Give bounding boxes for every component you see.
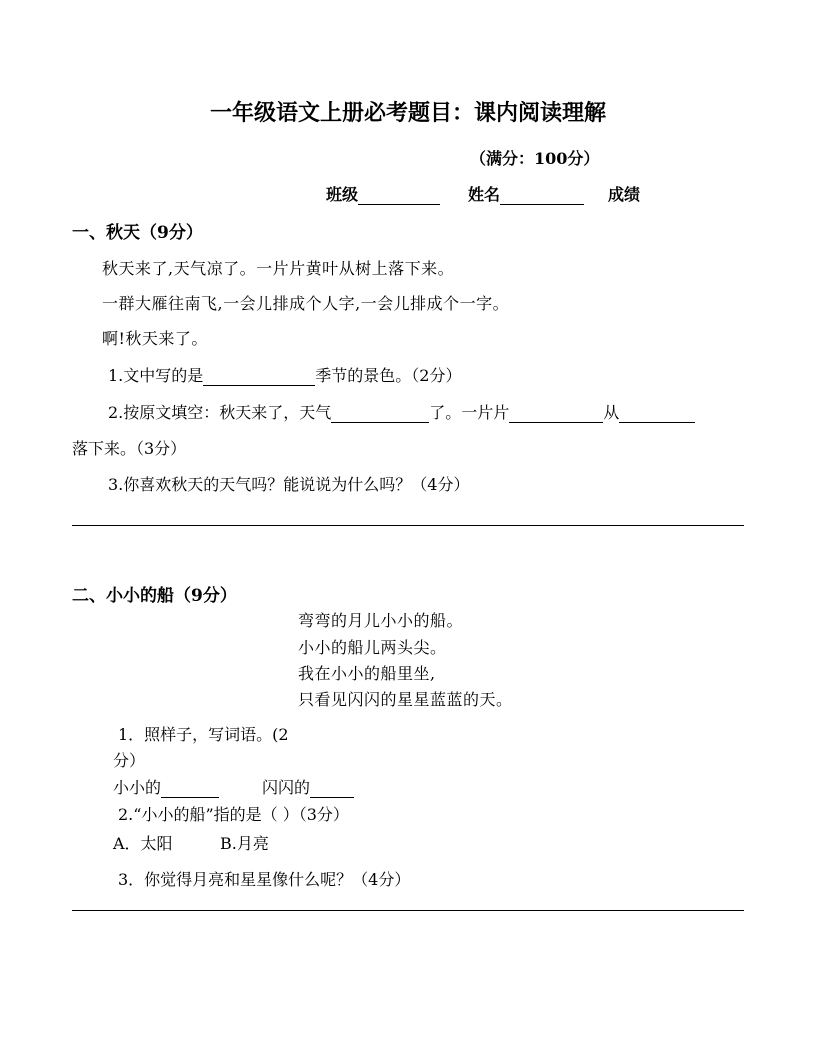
name-field (468, 182, 584, 205)
s1-question-3: 3.你喜欢秋天的天气吗？能说说为什么吗？（4分） (108, 475, 470, 494)
full-score: （满分：100分） (470, 149, 600, 168)
s1-q2-continuation: 落下来。（3分） (72, 439, 187, 458)
s1-q2-part1: 2.按原文填空：秋天来了，天气 (108, 403, 332, 422)
poem-line-4: 只看见闪闪的星星蓝蓝的天。 (298, 690, 513, 709)
s2-question-1: 1．照样子，写词语。(2 (118, 725, 289, 744)
s1-q1-suffix: 季节的景色。（2分） (315, 366, 462, 385)
s2-question-1-cont: 分） (113, 751, 146, 770)
poem-line-1: 弯弯的月儿小小的船。 (298, 611, 464, 630)
page-title: 一年级语文上册必考题目：课内阅读理解 (209, 100, 606, 126)
score-label: 成绩 (608, 185, 641, 204)
s2-example-1-blank[interactable] (161, 779, 219, 798)
s1-q2-part2: 了。一片片 (429, 403, 510, 422)
s1-question-2 (108, 400, 695, 423)
s2-example-2 (262, 775, 354, 798)
name-label: 姓名 (468, 185, 501, 204)
s2-example-2-label: 闪闪的 (262, 778, 311, 797)
section1-heading: 一、秋天（9分） (72, 223, 203, 243)
s1-q1-blank[interactable] (203, 367, 315, 386)
s2-example-2-blank[interactable] (310, 779, 354, 798)
s1-q2-blank-3[interactable] (619, 404, 695, 423)
s1-q2-blank-1[interactable] (331, 404, 429, 423)
s2-question-3: 3．你觉得月亮和星星像什么呢？（4分） (118, 870, 411, 889)
section2-heading: 二、小小的船（9分） (72, 586, 237, 606)
s2-example-1 (113, 775, 219, 798)
passage-line-2: 一群大雁往南飞,一会儿排成个人字,一会儿排成个一字。 (102, 294, 510, 313)
s2-example-1-label: 小小的 (113, 778, 162, 797)
s2-q3-answer-line[interactable] (72, 910, 744, 911)
s1-q1-prefix: 1.文中写的是 (108, 366, 204, 385)
s2-option-b[interactable]: B.月亮 (220, 834, 269, 853)
poem-line-2: 小小的船儿两头尖。 (298, 638, 447, 657)
class-label: 班级 (326, 185, 359, 204)
s2-option-a[interactable]: A．太阳 (113, 834, 173, 853)
s1-q3-answer-line[interactable] (72, 525, 744, 526)
s1-q2-blank-2[interactable] (509, 404, 603, 423)
class-field (326, 182, 440, 205)
passage-line-1: 秋天来了,天气凉了。一片片黄叶从树上落下来。 (102, 259, 455, 278)
class-blank[interactable] (358, 186, 440, 205)
s1-question-1 (108, 363, 461, 386)
s2-question-2: 2.“小小的船”指的是（ ）（3分） (118, 805, 349, 824)
passage-line-3: 啊!秋天来了。 (102, 329, 208, 348)
poem-line-3: 我在小小的船里坐, (298, 664, 436, 683)
s1-q2-part3: 从 (603, 403, 620, 422)
name-blank[interactable] (500, 186, 584, 205)
